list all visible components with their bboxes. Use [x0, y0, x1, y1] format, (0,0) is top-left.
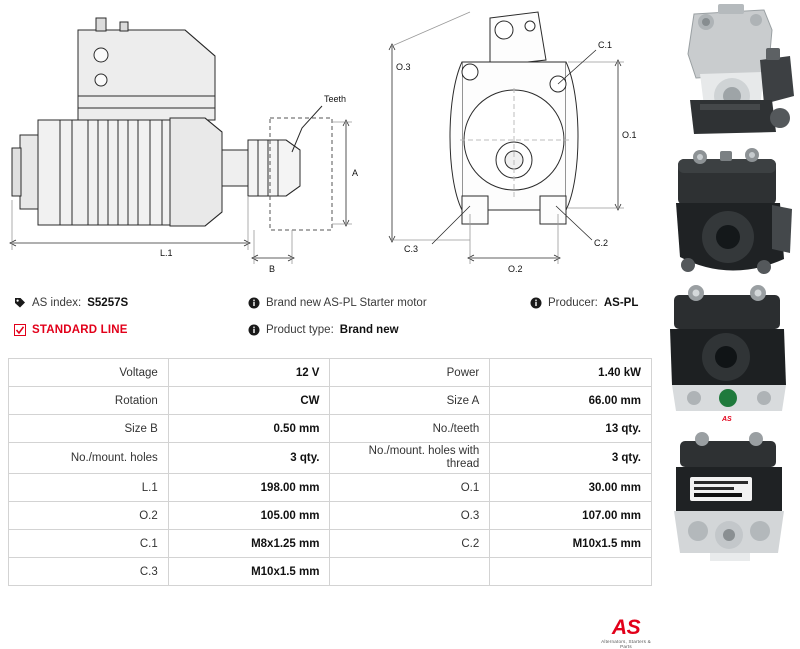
spec-key: Voltage [9, 359, 169, 387]
spec-key: Size A [330, 387, 490, 415]
label-teeth: Teeth [324, 94, 347, 104]
spec-key: L.1 [9, 474, 169, 502]
producer-label: Producer: [548, 297, 598, 309]
table-row [9, 558, 652, 586]
label-a: A [352, 168, 359, 178]
spec-value: 3 qty. [168, 443, 330, 474]
spec-value: 198.00 mm [168, 474, 330, 502]
tag-icon [14, 297, 26, 309]
as-index-label: AS index: [32, 297, 82, 309]
table-row [9, 530, 652, 558]
front-view-svg [370, 0, 660, 290]
info-column-index [14, 296, 244, 350]
spec-key: C.2 [330, 530, 490, 558]
as-logo-word: AS [611, 616, 641, 639]
spec-value: 105.00 mm [168, 502, 330, 530]
brand-new-text: Brand new AS-PL Starter motor [266, 297, 427, 309]
standard-line-label: STANDARD LINE [32, 324, 128, 336]
table-row [9, 415, 652, 443]
check-box-icon [14, 324, 26, 336]
table-row [9, 443, 652, 474]
starter-photo-bottom[interactable] [660, 426, 800, 568]
standard-line-row [14, 323, 244, 337]
info-icon [248, 297, 260, 309]
as-pl-logo [595, 618, 657, 649]
spec-value: M10x1.5 mm [168, 558, 330, 586]
label-b: B [269, 264, 276, 274]
table-row [9, 387, 652, 415]
as-logo-subtitle: Alternators, Starters & Parts [601, 639, 651, 649]
spec-value: 0.50 mm [168, 415, 330, 443]
spec-key: C.3 [9, 558, 169, 586]
starter-photo-top[interactable] [660, 0, 800, 142]
label-l1: L.1 [160, 248, 173, 258]
product-type-label: Product type: [266, 324, 334, 336]
starter-photo-third[interactable] [660, 284, 800, 426]
info-column-producer [530, 296, 660, 323]
info-icon [530, 297, 542, 309]
spec-key: No./teeth [330, 415, 490, 443]
producer-line [530, 296, 660, 310]
table-row [9, 502, 652, 530]
spec-value: 13 qty. [490, 415, 652, 443]
spec-value: M8x1.25 mm [168, 530, 330, 558]
specification-table [8, 358, 652, 586]
technical-drawings [0, 0, 660, 290]
starter-side-view-drawing [0, 0, 370, 290]
brand-new-line [248, 296, 518, 310]
spec-value: M10x1.5 mm [490, 530, 652, 558]
label-o3: O.3 [396, 62, 411, 72]
spec-key: No./mount. holes [9, 443, 169, 474]
label-c3: C.3 [404, 244, 419, 254]
producer-value: AS-PL [603, 297, 639, 309]
spec-value: 1.40 kW [490, 359, 652, 387]
spec-value: CW [168, 387, 330, 415]
product-type-line [248, 323, 518, 337]
spec-value: 3 qty. [490, 443, 652, 474]
label-c1: C.1 [598, 40, 613, 50]
spec-key: O.2 [9, 502, 169, 530]
spec-value: 66.00 mm [490, 387, 652, 415]
spec-key: Rotation [9, 387, 169, 415]
as-index-line [14, 296, 244, 310]
spec-value: 107.00 mm [490, 502, 652, 530]
spec-value-empty [490, 558, 652, 586]
spec-key: Size B [9, 415, 169, 443]
spec-key: Power [330, 359, 490, 387]
spec-key: O.1 [330, 474, 490, 502]
spec-key: C.1 [9, 530, 169, 558]
spec-value: 30.00 mm [490, 474, 652, 502]
side-view-svg [0, 0, 370, 290]
spec-value: 12 V [168, 359, 330, 387]
product-photo-strip [660, 0, 800, 569]
info-icon [248, 324, 260, 336]
starter-photo-second[interactable] [660, 142, 800, 284]
label-c2: C.2 [594, 238, 609, 248]
spec-key: O.3 [330, 502, 490, 530]
spec-key: No./mount. holes with thread [330, 443, 490, 474]
starter-front-view-drawing [370, 0, 660, 290]
spec-key-empty [330, 558, 490, 586]
table-row [9, 359, 652, 387]
as-index-value: S5257S [87, 297, 129, 309]
svg-text:AS: AS [722, 416, 732, 423]
product-type-value: Brand new [339, 324, 399, 336]
label-o2: O.2 [508, 264, 523, 274]
info-column-description [248, 296, 518, 350]
label-o1: O.1 [622, 130, 637, 140]
table-row [9, 474, 652, 502]
